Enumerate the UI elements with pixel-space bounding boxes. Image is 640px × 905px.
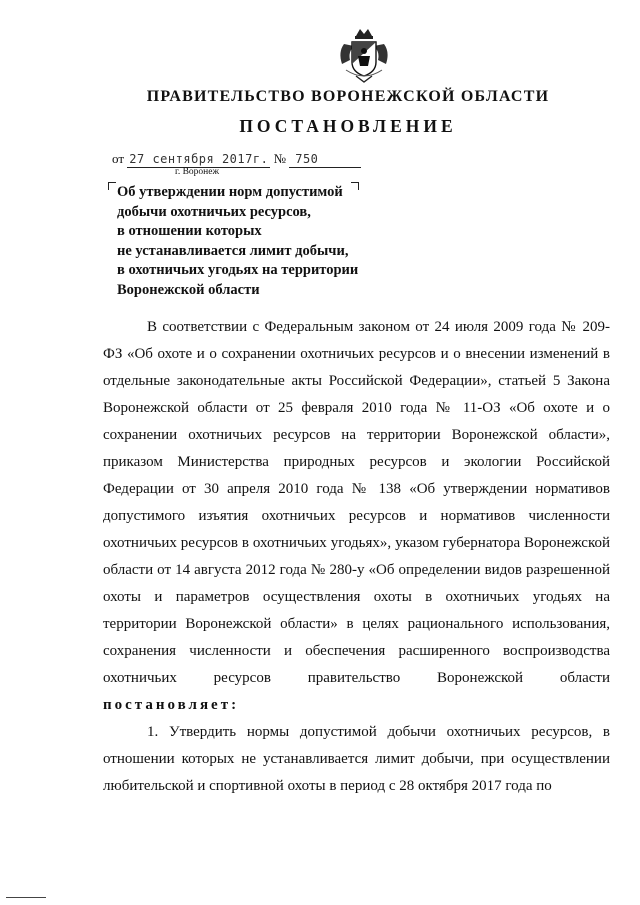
document-body (103, 314, 610, 800)
title-line: добычи охотничьих ресурсов, (117, 203, 311, 220)
government-name: ПРАВИТЕЛЬСТВО ВОРОНЕЖСКОЙ ОБЛАСТИ (146, 88, 550, 105)
title-corner-left (108, 182, 116, 190)
title-line: Воронежской области (117, 281, 260, 298)
number-value: 750 (295, 152, 319, 166)
document-type: ПОСТАНОВЛЕНИЕ (239, 116, 457, 136)
preamble-paragraph (103, 314, 610, 719)
title-line: Об утверждении норм допустимой (117, 184, 343, 200)
title-line: не устанавливается лимит добычи, (117, 242, 349, 259)
coat-of-arms-icon (334, 26, 394, 84)
footer-rule (6, 897, 46, 898)
title-line: в охотничьих угодьях на территории (117, 262, 359, 279)
date-value: 27 сентября 2017г. (129, 152, 269, 166)
number-field (289, 151, 361, 168)
city-label: г. Воронеж (175, 167, 220, 177)
number-label: № (273, 151, 286, 166)
preamble-text: В соответствии с Федеральным законом от 24 июля 2009 года № 209-ФЗ «Об охоте и о сохранении охотничьих ресурсов и о внесении изменений в отдельные законодательные акты Российской Федерации», статьей 5 Закона Воронежской области от 25 февраля 2010 года № 11-ОЗ «Об охоте и о сохранении охотничьих ресурсов на территории Воронежской области», приказом Министерства природных ресурсов и экологии Российской Федерации от 30 апреля 2010 года № 138 «Об утверждении нормативов допустимого изъятия охотничьих ресурсов и нормативов численности охотничьих ресурсов в охотничьих угодьях», указом губернатора Воронежской области от 14 августа 2012 года № 280-у «Об определении видов разрешенной охоты и параметров осуществления охоты в охотничьих угодьях на территории Воронежской области» в целях рационального использования, сохранения численности и обеспечения расширенного воспроизводства охотничьих ресурсов правительство Воронежской области (103, 319, 610, 686)
clause-1-paragraph: 1. Утвердить нормы допустимой добычи охотничьих ресурсов, в отношении которых не устанавливается лимит добычи, при осуществлении любительской и спортивной охоты в период с 28 октября 2017 года по (103, 724, 610, 794)
date-label: от (112, 151, 125, 166)
title-line: в отношении которых (117, 223, 262, 240)
registration-line (112, 151, 361, 168)
document-title (117, 183, 367, 301)
resolves-word: постановляет: (103, 697, 240, 713)
date-field (127, 151, 270, 168)
